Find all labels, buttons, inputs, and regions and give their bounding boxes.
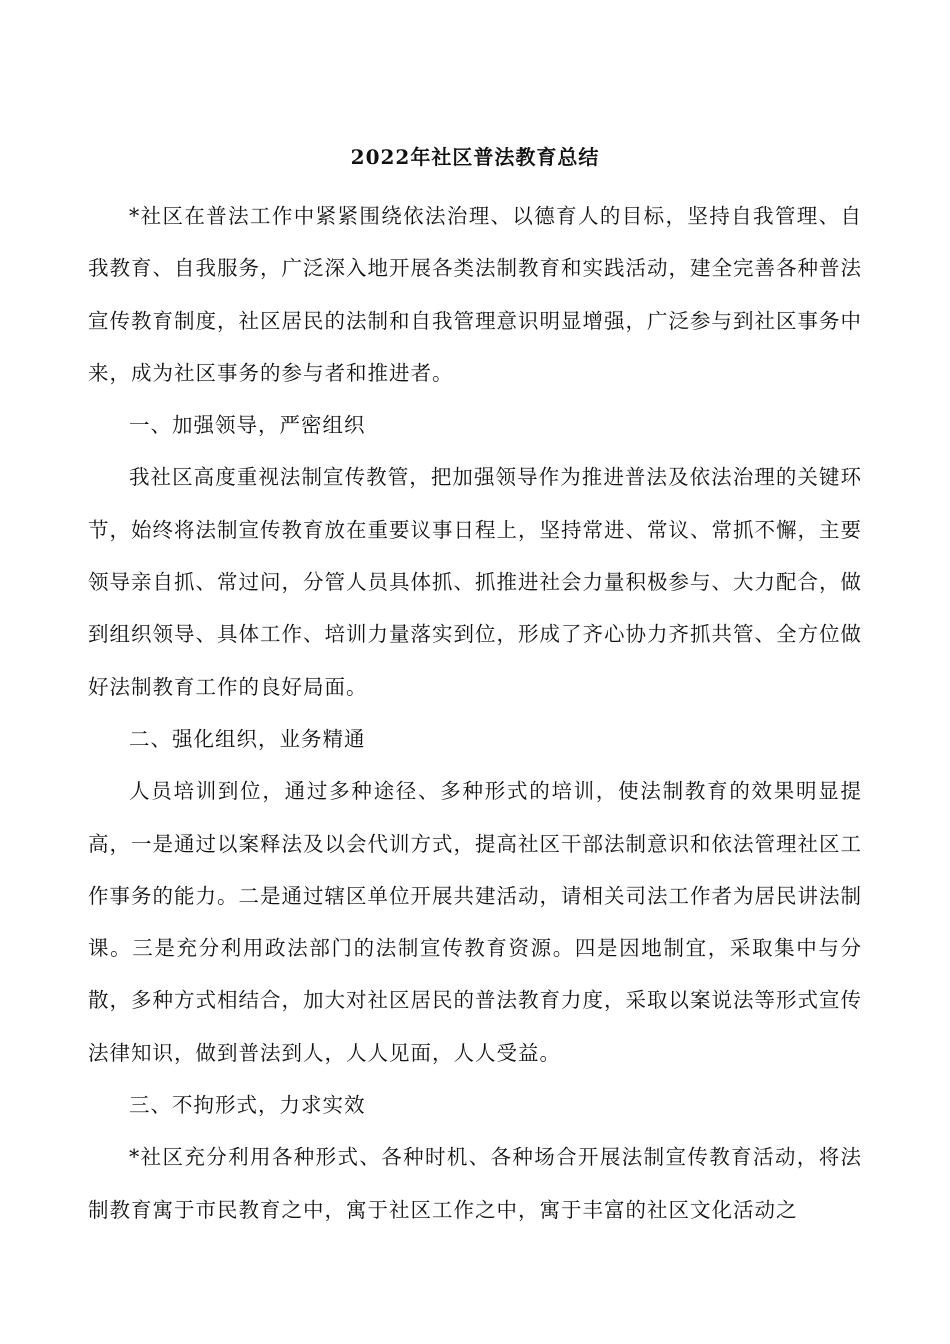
section-heading-3: 三、不拘形式，力求实效 xyxy=(129,1093,366,1118)
document-body xyxy=(88,190,862,1236)
paragraph-section-1: 我社区高度重视法制宣传教管，把加强领导作为推进普法及依法治理的关键环节，始终将法制宣传教育放在重要议事日程上，坚持常进、常议、常抓不懈，主要领导亲自抓、常过问，分管人员具体抓、抓推进社会力量积极参与、大力配合，做到组织领导、具体工作、培训力量落实到位，形成了齐心协力齐抓共管、全方位做好法制教育工作的良好局面。 xyxy=(88,465,862,699)
document-title: 2022年社区普法教育总结 xyxy=(350,145,600,169)
paragraph-section-3: *社区充分利用各种形式、各种时机、各种场合开展法制宣传教育活动，将法制教育寓于市民教育之中，寓于社区工作之中，寓于丰富的社区文化活动之 xyxy=(88,1145,862,1222)
paragraph-section-2: 人员培训到位，通过多种途径、多种形式的培训，使法制教育的效果明显提高，一是通过以案释法及以会代训方式，提高社区干部法制意识和依法管理社区工作事务的能力。二是通过辖区单位开展共建活动，请相关司法工作者为居民讲法制课。三是充分利用政法部门的法制宣传教育资源。四是因地制宜，采取集中与分散，多种方式相结合，加大对社区居民的普法教育力度，采取以案说法等形式宣传法律知识，做到普法到人，人人见面，人人受益。 xyxy=(88,779,862,1065)
section-heading-1: 一、加强领导，严密组织 xyxy=(129,413,366,438)
paragraph-intro: *社区在普法工作中紧紧围绕依法治理、以德育人的目标，坚持自我管理、自我教育、自我服务，广泛深入地开展各类法制教育和实践活动，建全完善各种普法宣传教育制度，社区居民的法制和自我管理意识明显增强，广泛参与到社区事务中来，成为社区事务的参与者和推进者。 xyxy=(88,204,862,385)
section-heading-2: 二、强化组织，业务精通 xyxy=(129,726,366,751)
